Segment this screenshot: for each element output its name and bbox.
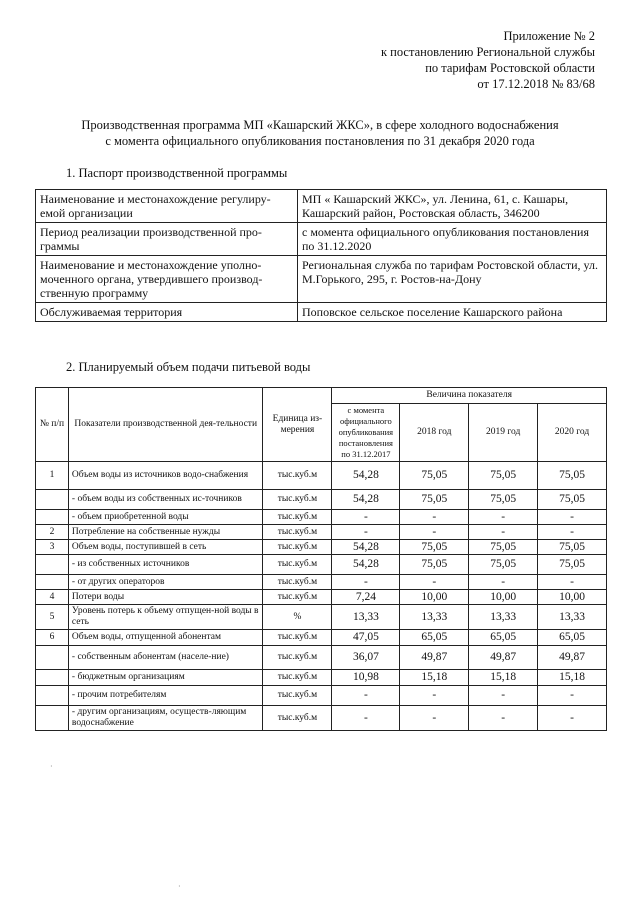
row-unit: % xyxy=(263,605,332,630)
row-value: 13,33 xyxy=(538,605,607,630)
row-value: 13,33 xyxy=(469,605,538,630)
row-value: 75,05 xyxy=(400,490,469,510)
row-value: 54,28 xyxy=(332,490,400,510)
row-value: 49,87 xyxy=(538,646,607,670)
passport-label: Наименование и местонахождение регулиру-емой организации xyxy=(36,190,298,223)
table-row xyxy=(36,630,607,646)
row-value: - xyxy=(538,575,607,590)
row-value: 10,00 xyxy=(538,590,607,605)
passport-label: Обслуживаемая территория xyxy=(36,303,298,322)
row-value: 75,05 xyxy=(538,462,607,490)
row-value: 75,05 xyxy=(469,540,538,555)
row-number: 1 xyxy=(36,462,69,490)
row-indicator: - собственным абонентам (населе-ние) xyxy=(68,646,263,670)
appendix-header xyxy=(381,28,595,92)
row-unit: тыс.куб.м xyxy=(263,630,332,646)
row-value: 10,98 xyxy=(332,670,400,686)
row-indicator: - из собственных источников xyxy=(68,555,263,575)
table-row xyxy=(36,686,607,706)
title-line: с момента официального опубликования постановления по 31 декабря 2020 года xyxy=(105,134,535,148)
row-indicator: - бюджетным организациям xyxy=(68,670,263,686)
row-number xyxy=(36,706,69,731)
passport-row xyxy=(36,190,607,223)
section-1-heading: 1. Паспорт производственной программы xyxy=(66,166,288,180)
row-unit: тыс.куб.м xyxy=(263,540,332,555)
passport-label: Период реализации производственной про-граммы xyxy=(36,223,298,256)
table-row xyxy=(36,510,607,525)
row-value: - xyxy=(538,706,607,731)
row-value: - xyxy=(469,510,538,525)
row-value: - xyxy=(469,575,538,590)
row-value: 75,05 xyxy=(469,490,538,510)
header-period: с момента официального опубликования постановления по 31.12.2017 xyxy=(332,404,400,462)
row-value: - xyxy=(332,686,400,706)
row-number xyxy=(36,555,69,575)
row-value: - xyxy=(469,706,538,731)
row-value: 10,00 xyxy=(469,590,538,605)
row-value: - xyxy=(469,686,538,706)
row-value: 75,05 xyxy=(400,462,469,490)
passport-row xyxy=(36,303,607,322)
passport-value: Региональная служба по тарифам Ростовской области, ул. М.Горького, 295, г. Ростов-на-Дону xyxy=(298,256,607,303)
table-row xyxy=(36,670,607,686)
scan-mark: · xyxy=(178,882,181,891)
row-value: 15,18 xyxy=(538,670,607,686)
table-row xyxy=(36,540,607,555)
row-value: - xyxy=(332,510,400,525)
row-value: 65,05 xyxy=(469,630,538,646)
title-line: Производственная программа МП «Кашарский ЖКС», в сфере холодного водоснабжения xyxy=(81,118,559,132)
row-unit: тыс.куб.м xyxy=(263,670,332,686)
table-row xyxy=(36,590,607,605)
header-2018: 2018 год xyxy=(400,404,469,462)
row-value: 65,05 xyxy=(400,630,469,646)
row-number: 4 xyxy=(36,590,69,605)
row-value: 54,28 xyxy=(332,540,400,555)
appendix-line: к постановлению Региональной службы xyxy=(380,45,595,59)
passport-value: Поповское сельское поселение Кашарского района xyxy=(298,303,607,322)
water-supply-table xyxy=(35,387,607,731)
row-indicator: - прочим потребителям xyxy=(68,686,263,706)
row-number: 2 xyxy=(36,525,69,540)
appendix-line: от 17.12.2018 № 83/68 xyxy=(477,77,595,91)
row-indicator: Уровень потерь к объему отпущен-ной воды в сеть xyxy=(68,605,263,630)
row-indicator: - другим организациям, осуществ-ляющим водоснабжение xyxy=(68,706,263,731)
section-2-heading: 2. Планируемый объем подачи питьевой воды xyxy=(66,360,311,374)
table-row xyxy=(36,490,607,510)
row-value: 75,05 xyxy=(400,540,469,555)
scan-mark: · xyxy=(50,762,53,771)
passport-value: МП « Кашарский ЖКС», ул. Ленина, 61, с. Кашары, Кашарский район, Ростовская область, 346200 xyxy=(298,190,607,223)
row-value: 36,07 xyxy=(332,646,400,670)
row-value: 49,87 xyxy=(469,646,538,670)
row-unit: тыс.куб.м xyxy=(263,525,332,540)
row-value: 15,18 xyxy=(400,670,469,686)
passport-label: Наименование и местонахождение уполно-моченного органа, утвердившего производ-ственную программу xyxy=(36,256,298,303)
row-indicator: - объем приобретенной воды xyxy=(68,510,263,525)
row-unit: тыс.куб.м xyxy=(263,686,332,706)
table-row xyxy=(36,646,607,670)
row-indicator: Объем воды из источников водо-снабжения xyxy=(68,462,263,490)
row-value: 75,05 xyxy=(400,555,469,575)
row-number: 6 xyxy=(36,630,69,646)
row-unit: тыс.куб.м xyxy=(263,490,332,510)
table-row xyxy=(36,555,607,575)
document-title xyxy=(40,117,600,149)
header-2020: 2020 год xyxy=(538,404,607,462)
row-value: - xyxy=(400,525,469,540)
row-value: 13,33 xyxy=(332,605,400,630)
header-num: № п/п xyxy=(36,388,69,462)
row-number xyxy=(36,575,69,590)
row-value: 10,00 xyxy=(400,590,469,605)
row-value: - xyxy=(400,575,469,590)
appendix-line: Приложение № 2 xyxy=(503,29,595,43)
passport-table xyxy=(35,189,607,322)
row-indicator: Объем воды, поступившей в сеть xyxy=(68,540,263,555)
row-value: 54,28 xyxy=(332,555,400,575)
row-value: - xyxy=(400,706,469,731)
table-row xyxy=(36,706,607,731)
row-indicator: - от других операторов xyxy=(68,575,263,590)
header-2019: 2019 год xyxy=(469,404,538,462)
table-row xyxy=(36,575,607,590)
row-unit: тыс.куб.м xyxy=(263,462,332,490)
row-value: - xyxy=(400,510,469,525)
row-number xyxy=(36,686,69,706)
row-value: 15,18 xyxy=(469,670,538,686)
row-value: 7,24 xyxy=(332,590,400,605)
row-value: 13,33 xyxy=(400,605,469,630)
header-value-group: Величина показателя xyxy=(332,388,607,404)
row-number: 3 xyxy=(36,540,69,555)
header-unit: Единица из-мерения xyxy=(263,388,332,462)
table-row xyxy=(36,525,607,540)
row-number: 5 xyxy=(36,605,69,630)
row-value: - xyxy=(332,575,400,590)
row-number xyxy=(36,670,69,686)
table-row xyxy=(36,605,607,630)
row-indicator: Потери воды xyxy=(68,590,263,605)
row-value: 54,28 xyxy=(332,462,400,490)
row-number xyxy=(36,510,69,525)
row-unit: тыс.куб.м xyxy=(263,590,332,605)
row-number xyxy=(36,646,69,670)
row-indicator: Потребление на собственные нужды xyxy=(68,525,263,540)
row-value: 75,05 xyxy=(538,540,607,555)
table-row xyxy=(36,462,607,490)
row-value: - xyxy=(538,686,607,706)
row-value: 47,05 xyxy=(332,630,400,646)
row-unit: тыс.куб.м xyxy=(263,706,332,731)
row-value: - xyxy=(538,525,607,540)
row-value: 75,05 xyxy=(538,490,607,510)
row-number xyxy=(36,490,69,510)
row-value: - xyxy=(332,525,400,540)
row-unit: тыс.куб.м xyxy=(263,555,332,575)
row-indicator: Объем воды, отпущенной абонентам xyxy=(68,630,263,646)
row-unit: тыс.куб.м xyxy=(263,575,332,590)
passport-row xyxy=(36,256,607,303)
row-value: - xyxy=(400,686,469,706)
header-indicator: Показатели производственной дея-тельности xyxy=(68,388,263,462)
row-value: 75,05 xyxy=(538,555,607,575)
passport-value: с момента официального опубликования постановления по 31.12.2020 xyxy=(298,223,607,256)
row-value: - xyxy=(538,510,607,525)
appendix-line: по тарифам Ростовской области xyxy=(425,61,595,75)
row-unit: тыс.куб.м xyxy=(263,646,332,670)
row-value: - xyxy=(332,706,400,731)
row-value: 75,05 xyxy=(469,555,538,575)
row-value: - xyxy=(469,525,538,540)
row-value: 65,05 xyxy=(538,630,607,646)
row-value: 49,87 xyxy=(400,646,469,670)
row-unit: тыс.куб.м xyxy=(263,510,332,525)
passport-row xyxy=(36,223,607,256)
row-value: 75,05 xyxy=(469,462,538,490)
row-indicator: - объем воды из собственных ис-точников xyxy=(68,490,263,510)
